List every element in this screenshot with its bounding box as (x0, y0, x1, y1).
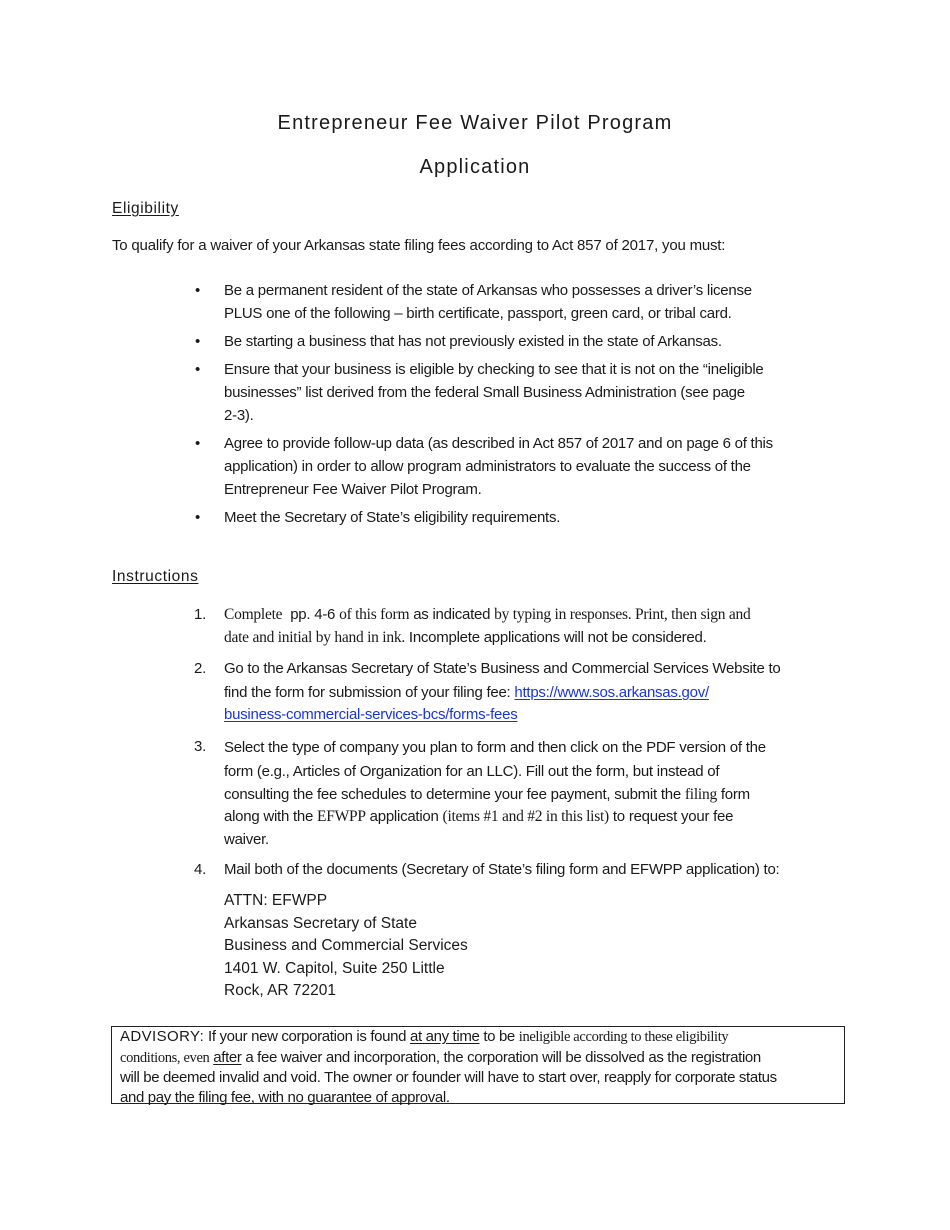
text-run: find the form for submission of your filing fee: (224, 684, 511, 701)
text-run: a fee waiver and incorporation, the corporation will be dissolved as the registration (245, 1048, 761, 1066)
item-line: Be a permanent resident of the state of Arkansas who possesses a driver’s license (224, 282, 752, 299)
address-line: 1401 W. Capitol, Suite 250 Little (224, 959, 445, 977)
item-line: businesses” list derived from the federal Small Business Administration (see page (224, 384, 745, 401)
item-line: PLUS one of the following – birth certificate, passport, green card, or tribal card. (224, 305, 732, 322)
instructions-heading: Instructions (112, 568, 199, 585)
bullet-icon: • (195, 282, 201, 299)
item-line (224, 806, 824, 828)
eligibility-item-follow-up-data (195, 432, 824, 501)
item-number: 2. (194, 660, 207, 677)
instruction-item-mail-documents (194, 858, 824, 881)
item-number: 1. (194, 606, 207, 623)
item-line: Select the type of company you plan to form and then click on the PDF version of the (224, 739, 766, 756)
item-line (224, 681, 824, 705)
item-line: Meet the Secretary of State’s eligibility requirements. (224, 509, 561, 526)
eligibility-item-new-business (195, 330, 824, 353)
document-subtitle: Application (419, 156, 531, 178)
item-line: application) in order to allow program administrators to evaluate the success of the (224, 458, 751, 475)
item-number: 4. (194, 861, 207, 878)
mailing-address (224, 890, 468, 1003)
item-line: Go to the Arkansas Secretary of State’s Business and Commercial Services Website to (224, 660, 781, 677)
item-line (224, 626, 824, 649)
text-run: date and initial by hand in ink. (224, 629, 405, 646)
text-run: to request your fee (612, 808, 734, 825)
instruction-item-complete-form (194, 603, 824, 649)
address-line: Business and Commercial Services (224, 937, 468, 955)
text-run: application (369, 808, 439, 825)
text-run: ineligible according to these eligibility (518, 1029, 729, 1045)
item-line (224, 603, 824, 626)
advisory-line: will be deemed invalid and void. The owner or founder will have to start over, reapply for corporate status (120, 1069, 777, 1086)
text-run: by typing in responses. Print, then sign and (494, 606, 751, 623)
eligibility-item-ineligible-list (195, 358, 824, 427)
text-run: consulting the fee schedules to determine your fee payment, submit the (224, 786, 681, 803)
item-line: Ensure that your business is eligible by checking to see that it is not on the “ineligible (224, 361, 764, 378)
text-run: Incomplete applications will not be considered. (408, 629, 707, 646)
text-run: Complete (224, 606, 283, 623)
advisory-box (111, 1026, 845, 1104)
instruction-item-select-company-type (194, 735, 824, 851)
item-line (224, 705, 824, 725)
forms-fees-link-continued[interactable]: business-commercial-services-bcs/forms-fees (224, 706, 518, 723)
address-line: Arkansas Secretary of State (224, 914, 417, 932)
advisory-line (120, 1048, 844, 1069)
address-line: ATTN: EFWPP (224, 892, 328, 909)
item-line: waiver. (224, 831, 269, 848)
item-line: Be starting a business that has not previously existed in the state of Arkansas. (224, 333, 722, 350)
text-run: form (720, 786, 750, 803)
bullet-icon: • (195, 435, 201, 452)
text-run: (items #1 and #2 in this list) (442, 808, 609, 825)
eligibility-heading: Eligibility (112, 200, 179, 217)
eligibility-intro: To qualify for a waiver of your Arkansas state filing fees according to Act 857 of 2017, you must: (112, 237, 726, 254)
forms-fees-link[interactable]: https://www.sos.arkansas.gov/ (514, 684, 709, 701)
text-run: EFWPP (317, 808, 366, 825)
bullet-icon: • (195, 509, 201, 526)
address-line: Rock, AR 72201 (224, 982, 337, 1000)
bullet-icon: • (195, 361, 201, 378)
text-run: after (213, 1048, 242, 1066)
bullet-icon: • (195, 333, 201, 350)
eligibility-item-residency (195, 279, 824, 325)
item-line (224, 784, 824, 806)
text-run: at any time (409, 1028, 480, 1045)
text-run: to be (483, 1028, 515, 1045)
eligibility-item-sos-requirements (195, 506, 824, 529)
item-line: 2-3). (224, 407, 254, 424)
advisory-line: and pay the filing fee, with no guarantee of approval. (120, 1088, 450, 1106)
text-run: pp. 4-6 (290, 606, 336, 623)
text-run: as indicated (413, 606, 491, 623)
text-run: along with the (224, 808, 314, 825)
instruction-item-sos-website (194, 656, 824, 725)
text-run: of this form (339, 606, 410, 623)
item-line: form (e.g., Articles of Organization for an LLC). Fill out the form, but instead of (224, 763, 720, 780)
document-title: Entrepreneur Fee Waiver Pilot Program (277, 112, 673, 134)
advisory-label: ADVISORY: (120, 1028, 205, 1045)
item-number: 3. (194, 738, 207, 755)
text-run: If your new corporation is found (208, 1028, 407, 1045)
text-run: conditions, even (120, 1049, 210, 1066)
item-line: Mail both of the documents (Secretary of State’s filing form and EFWPP application) to: (224, 861, 780, 878)
item-line: Entrepreneur Fee Waiver Pilot Program. (224, 481, 482, 498)
item-line: Agree to provide follow-up data (as described in Act 857 of 2017 and on page 6 of this (224, 435, 773, 452)
text-run: filing (684, 786, 717, 803)
advisory-line (120, 1027, 844, 1048)
